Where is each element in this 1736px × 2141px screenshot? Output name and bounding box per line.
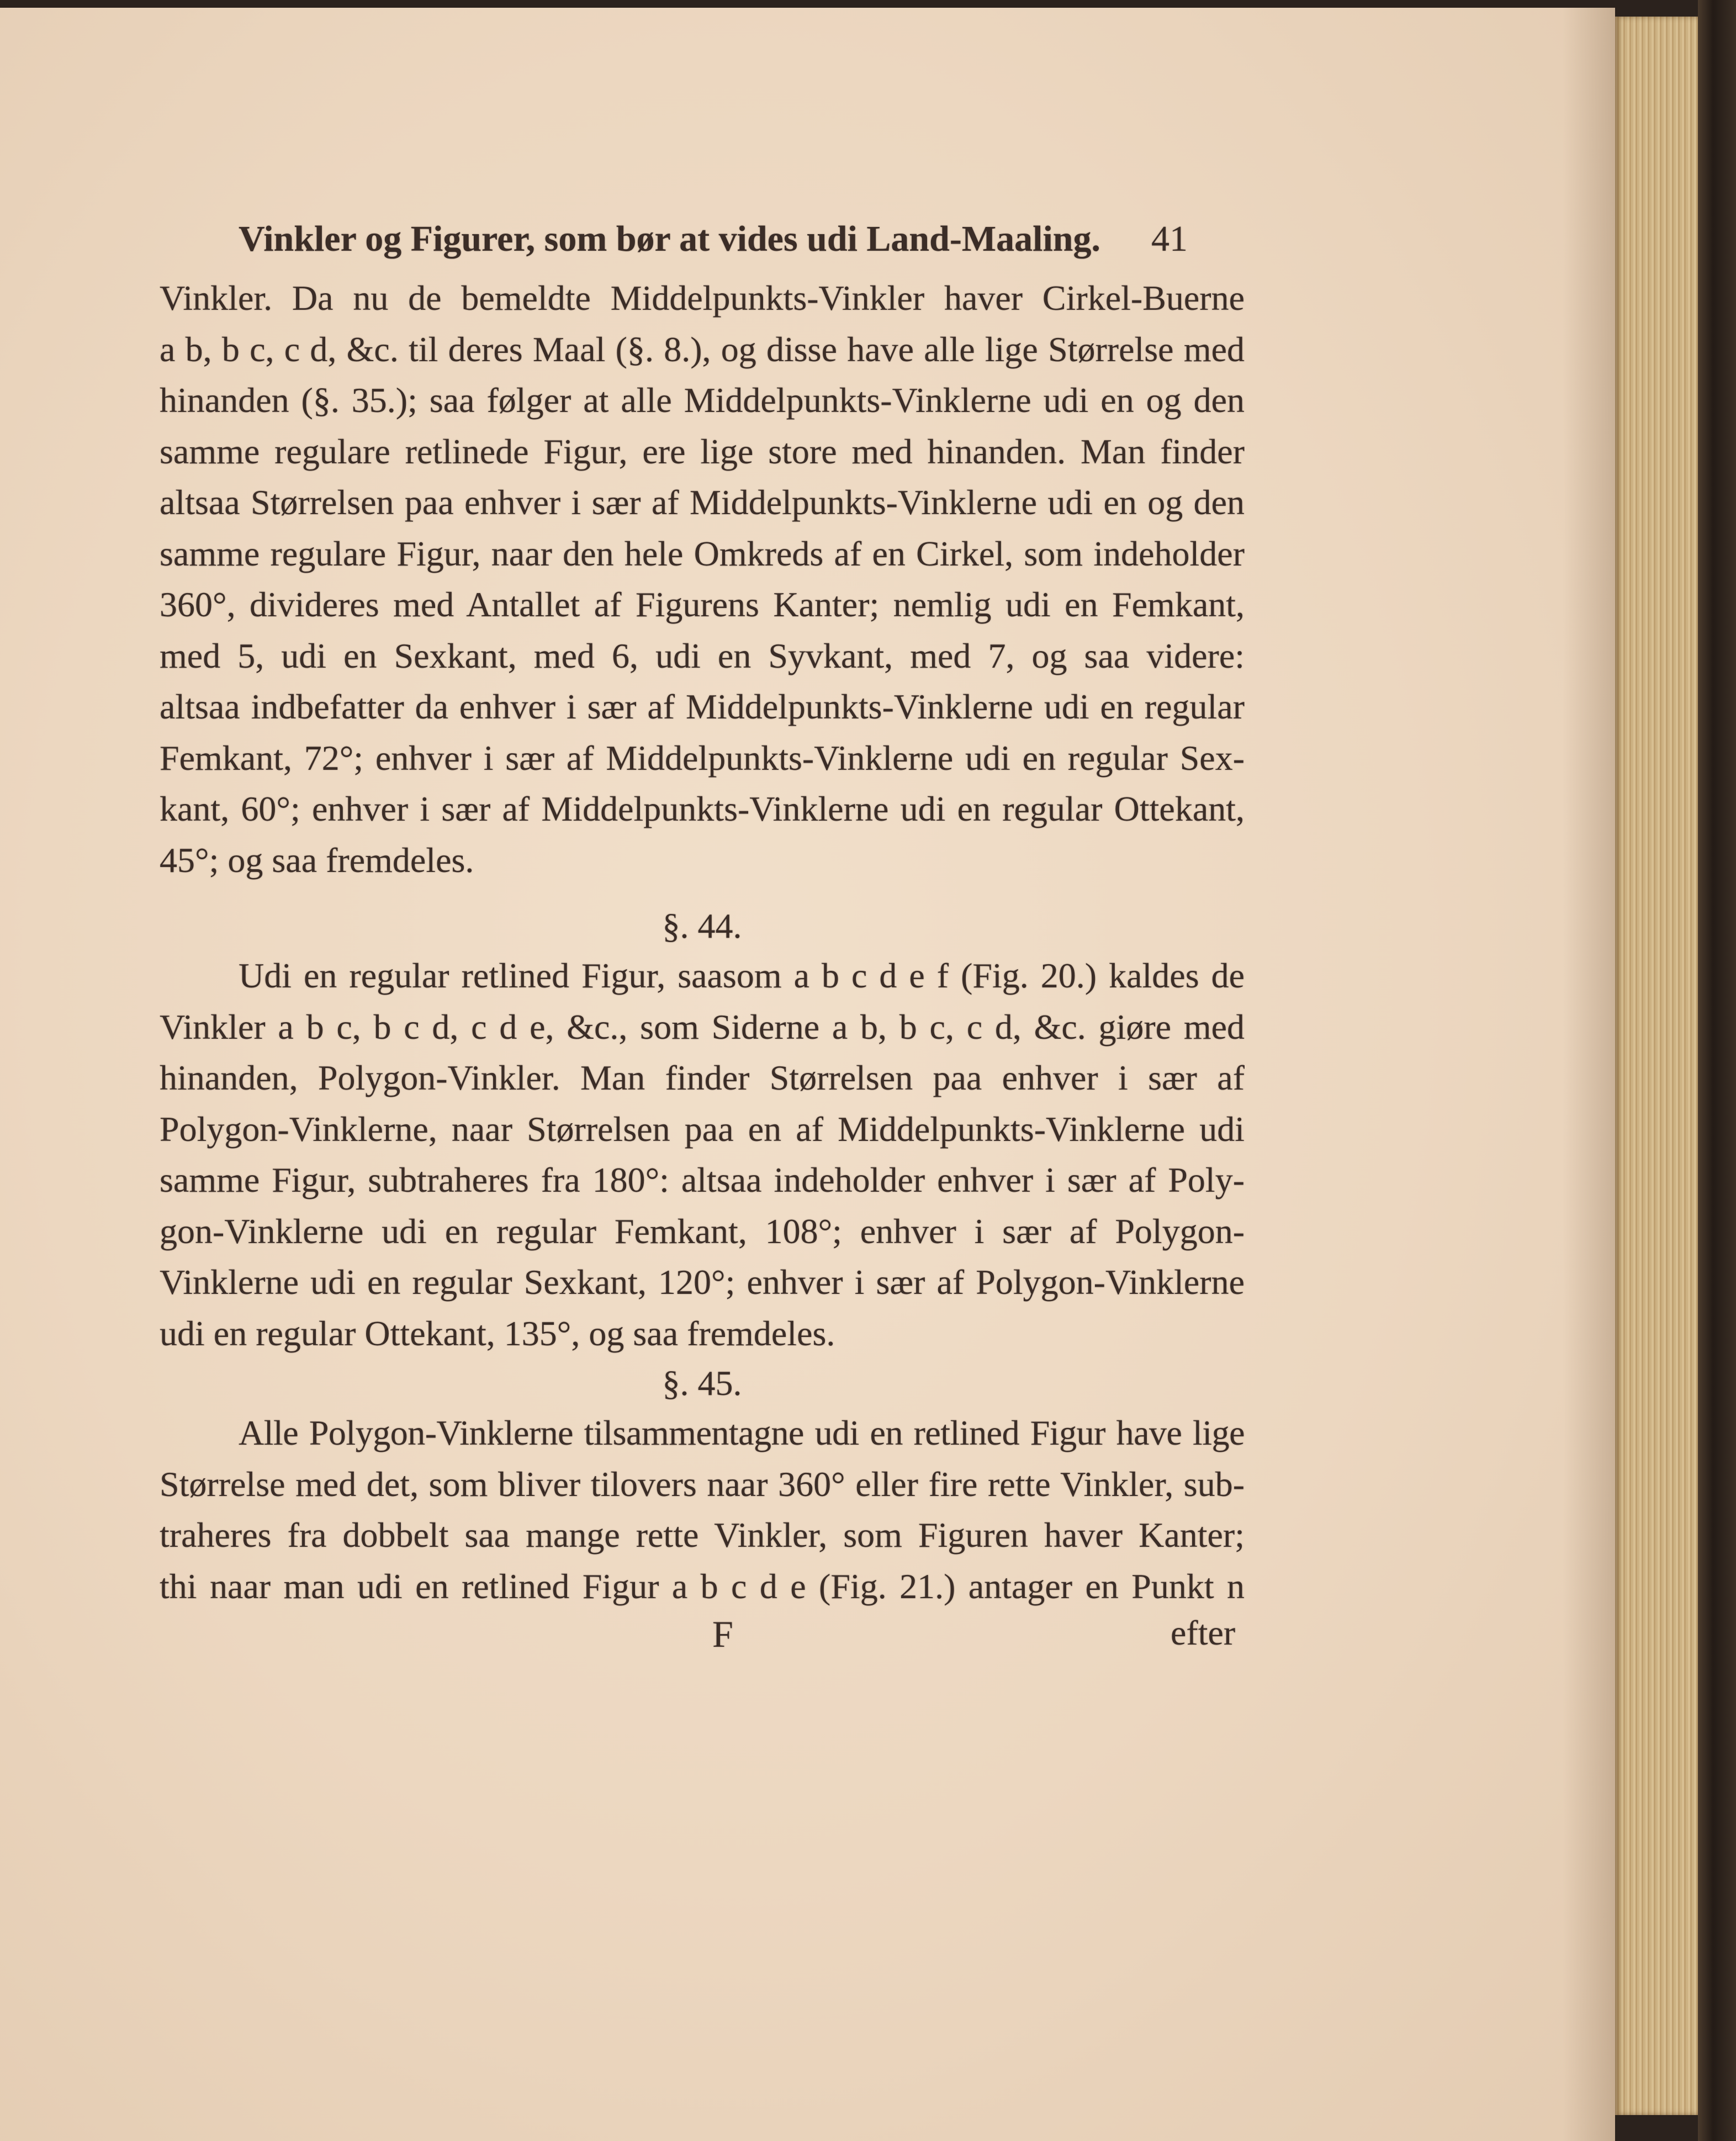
text-line: Alle Polygon-Vinklerne tilsammentagne udi en retlined Figur have lige <box>239 1413 1245 1452</box>
text-line: 360°, divideres med Antallet af Figurens Kanter; nemlig udi en Femkant, <box>160 585 1245 624</box>
text-line: a b, b c, c d, &c. til deres Maal (§. 8.), og disse have alle lige Størrelse med <box>160 329 1245 369</box>
text-line: traheres fra dobbelt saa mange rette Vinkler, som Figuren haver Kanter; <box>160 1515 1245 1555</box>
text-line: Polygon-Vinklerne, naar Størrelsen paa en af Middelpunkts-Vinklerne udi <box>160 1109 1245 1149</box>
text-line: thi naar man udi en retlined Figur a b c d e (Fig. 21.) antager en Punkt n <box>160 1566 1245 1606</box>
page-number: 41 <box>1151 219 1188 259</box>
section-number: §. 44. <box>662 906 742 945</box>
text-line: Udi en regular retlined Figur, saasom a b c d e f (Fig. 20.) kaldes de <box>239 956 1245 995</box>
signature-mark: F <box>712 1613 733 1655</box>
text-line: udi en regular Ottekant, 135°, og saa fremdeles. <box>160 1313 835 1353</box>
text-line: Femkant, 72°; enhver i sær af Middelpunkts-Vinklerne udi en regular Sex- <box>160 738 1245 778</box>
book-binding <box>1698 0 1736 2141</box>
text-line: 45°; og saa fremdeles. <box>160 840 474 880</box>
text-line: Vinkler. Da nu de bemeldte Middelpunkts-Vinkler haver Cirkel-Buerne <box>160 278 1245 318</box>
text-line: med 5, udi en Sexkant, med 6, udi en Syvkant, med 7, og saa videre: <box>160 636 1245 675</box>
page-shadow <box>1563 8 1615 2141</box>
running-title: Vinkler og Figurer, som bør at vides udi Land-Maaling. <box>239 219 1100 259</box>
text-line: samme regulare retlinede Figur, ere lige store med hinanden. Man finder <box>160 431 1245 471</box>
catchword: efter <box>1171 1613 1236 1652</box>
text-line: hinanden (§. 35.); saa følger at alle Middelpunkts-Vinklerne udi en og den <box>160 380 1245 420</box>
section-number: §. 45. <box>662 1363 742 1403</box>
text-line: hinanden, Polygon-Vinkler. Man finder Størrelsen paa enhver i sær af <box>160 1058 1245 1097</box>
text-line: samme Figur, subtraheres fra 180°: altsaa indeholder enhver i sær af Poly- <box>160 1160 1245 1199</box>
page-edges <box>1615 17 1698 2115</box>
text-line: Vinklerne udi en regular Sexkant, 120°; enhver i sær af Polygon-Vinklerne <box>160 1262 1245 1302</box>
text-line: Vinkler a b c, b c d, c d e, &c., som Siderne a b, b c, c d, &c. giøre med <box>160 1007 1245 1046</box>
text-line: gon-Vinklerne udi en regular Femkant, 108°; enhver i sær af Polygon- <box>160 1211 1245 1251</box>
text-line: samme regulare Figur, naar den hele Omkreds af en Cirkel, som indeholder <box>160 533 1245 573</box>
text-line: Størrelse med det, som bliver tilovers naar 360° eller fire rette Vinkler, sub- <box>160 1464 1245 1504</box>
text-line: altsaa indbefatter da enhver i sær af Middelpunkts-Vinklerne udi en regular <box>160 687 1245 726</box>
text-line: altsaa Størrelsen paa enhver i sær af Middelpunkts-Vinklerne udi en og den <box>160 483 1245 522</box>
text-line: kant, 60°; enhver i sær af Middelpunkts-Vinklerne udi en regular Ottekant, <box>160 789 1245 828</box>
